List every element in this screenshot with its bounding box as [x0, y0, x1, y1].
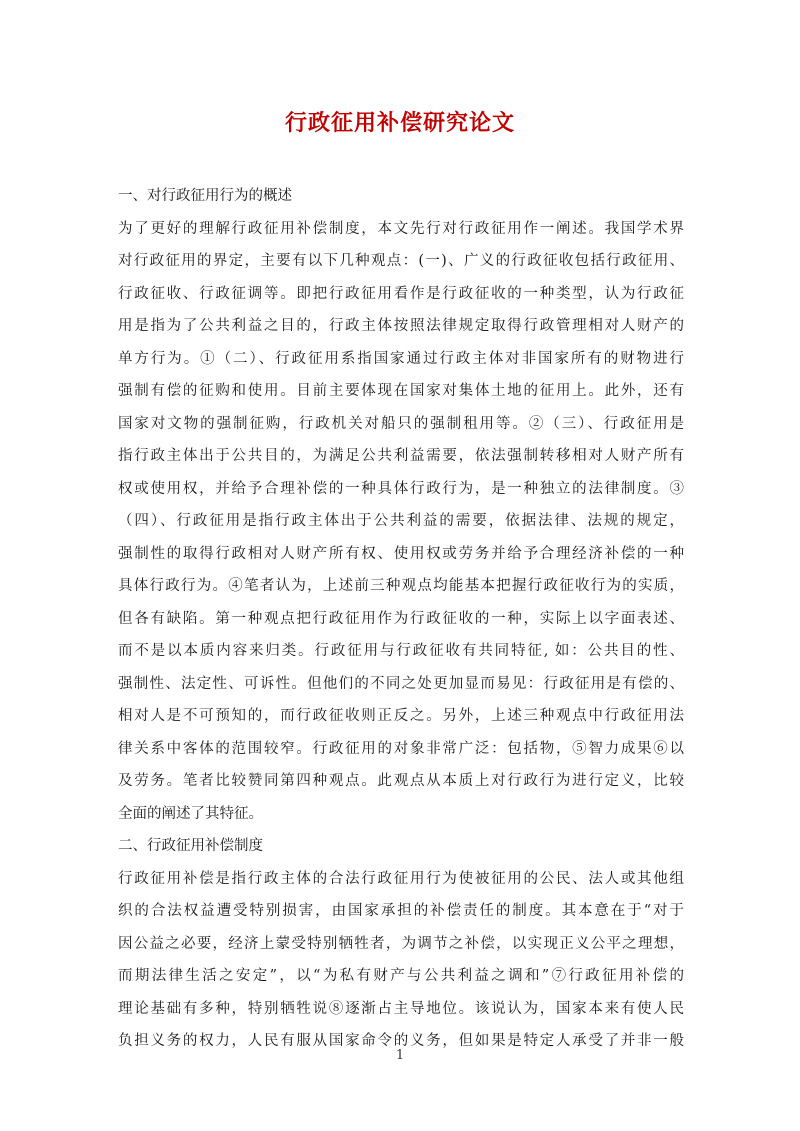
body-line: 权或使用权，并给予合理补偿的一种具体行政行为，是一种独立的法律制度。③	[118, 480, 684, 497]
body-line: 而不是以本质内容来归类。行政征用与行政征收有共同特征, 如：公共目的性、	[118, 643, 684, 659]
document-body	[118, 180, 684, 1058]
body-line: 单方行为。①（二）、行政征用系指国家通过行政主体对非国家所有的财物进行	[118, 350, 684, 367]
body-line: 具体行政行为。④笔者认为，上述前三种观点均能基本把握行政征收行为的实质，	[118, 578, 684, 594]
body-line: 行政征收、行政征调等。即把行政征用看作是行政征收的一种类型，认为行政征	[118, 285, 684, 302]
body-line: （四）、行政征用是指行政主体出于公共利益的需要，依据法律、法规的规定，	[118, 513, 684, 529]
section-heading: 一、对行政征用行为的概述	[118, 188, 292, 204]
body-line: 用是指为了公共利益之目的，行政主体按照法律规定取得行政管理相对人财产的	[118, 318, 684, 334]
body-line: 指行政主体出于公共目的，为满足公共利益需要，依法强制转移相对人财产所有	[118, 448, 684, 464]
body-line: 全面的阐述了其特征。	[118, 805, 263, 822]
body-line: 相对人是不可预知的，而行政征收则正反之。另外，上述三种观点中行政征用法	[118, 708, 684, 724]
body-line: 强制有偿的征购和使用。目前主要体现在国家对集体土地的征用上。此外，还有	[118, 383, 684, 399]
document-title: 行政征用补偿研究论文	[284, 110, 515, 136]
body-line: 律关系中客体的范围较窄。行政征用的对象非常广泛：包括物，⑤智力成果⑥以	[118, 740, 684, 757]
body-line: 对行政征用的界定，主要有以下几种观点：(一)、广义的行政征收包括行政征用、	[118, 253, 684, 269]
section-heading: 二、行政征用补偿制度	[118, 838, 263, 854]
body-line: 理论基础有多种，特别牺牲说⑧逐渐占主导地位。该说认为，国家本来有使人民	[118, 1000, 684, 1017]
body-line: 织的合法权益遭受特别损害，由国家承担的补偿责任的制度。其本意在于“对于	[118, 903, 684, 919]
body-line: 为了更好的理解行政征用补偿制度，本文先行对行政征用作一阐述。我国学术界	[118, 220, 684, 237]
body-line: 强制性的取得行政相对人财产所有权、使用权或劳务并给予合理经济补偿的一种	[118, 545, 684, 562]
page-number: 1	[395, 1048, 405, 1063]
body-line: 行政征用补偿是指行政主体的合法行政征用行为使被征用的公民、法人或其他组	[118, 870, 684, 887]
body-line: 但各有缺陷。第一种观点把行政征用作为行政征收的一种，实际上以字面表述、	[118, 610, 684, 627]
body-line: 强制性、法定性、可诉性。但他们的不同之处更加显而易见：行政征用是有偿的、	[118, 675, 684, 692]
body-line: 负担义务的权力，人民有服从国家命令的义务，但如果是特定人承受了并非一般	[118, 1033, 684, 1049]
body-line: 及劳务。笔者比较赞同第四种观点。此观点从本质上对行政行为进行定义，比较	[118, 773, 684, 789]
body-line: 因公益之必要，经济上蒙受特别牺牲者，为调节之补偿，以实现正义公平之理想，	[118, 935, 684, 952]
body-line: 而期法律生活之安定”，以“为私有财产与公共利益之调和”⑦行政征用补偿的	[118, 968, 684, 984]
body-line: 国家对文物的强制征购，行政机关对船只的强制租用等。②（三）、行政征用是	[118, 415, 684, 432]
